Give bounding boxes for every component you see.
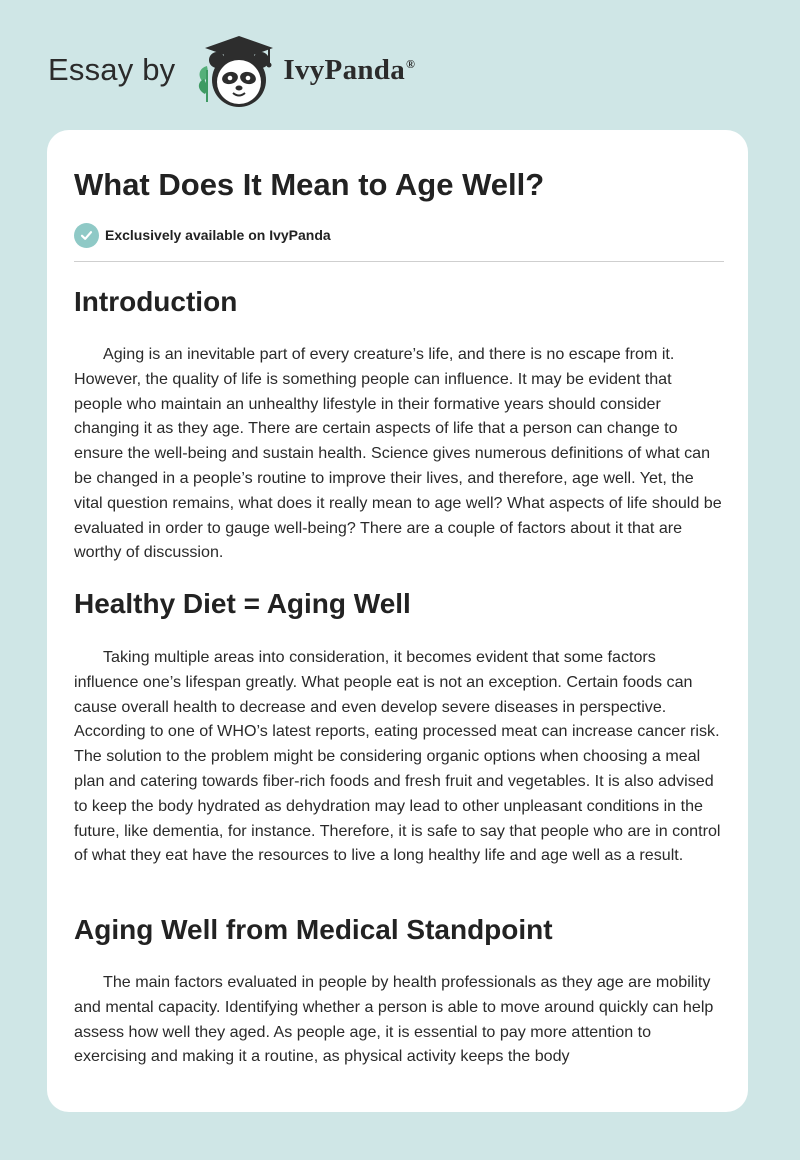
brand-name: [283, 54, 415, 87]
essay-card: [47, 130, 748, 1112]
exclusive-badge-label: Exclusively available on IvyPanda: [105, 227, 331, 243]
page-title: What Does It Mean to Age Well?: [74, 167, 545, 202]
panda-graduate-icon: [193, 30, 279, 110]
section-heading-introduction: Introduction: [74, 286, 238, 317]
section-heading-medical-standpoint: Aging Well from Medical Standpoint: [74, 914, 553, 945]
exclusive-badge: [74, 222, 331, 248]
title-divider: [74, 261, 724, 262]
section-paragraph-medical-standpoint: The main factors evaluated in people by health professionals as they age are mobility and mental capacity. Identifying whether a person is able to move around quickly can help assess how well they aged. As people age, it is essential to pay more attention to exercising and making it a routine, as physical activity keeps the body: [74, 973, 714, 1066]
brand-name-text: IvyPanda: [283, 53, 406, 86]
section-paragraph-healthy-diet: Taking multiple areas into consideration, it becomes evident that some factors influence one’s lifespan greatly. What people eat is not an exception. Certain foods can cause overall health to decrease and even develop severe diseases in perspective. According to one of WHO’s latest reports, eating processed meat can increase cancer risk. The solution to the problem might be considering organic options when choosing a meal plan and catering towards fiber-rich foods and fresh fruit and vegetables. It is also advised to keep the body hydrated as dehydration may lead to other unpleasant conditions in the future, like dementia, for instance. Therefore, it is safe to say that people who are in control of what they eat have the resources to live a long healthy life and age well as a result.: [74, 648, 721, 865]
check-circle-icon: [74, 223, 99, 248]
section-paragraph-introduction: Aging is an inevitable part of every creature’s life, and there is no escape from it. However, the quality of life is something people can influence. It may be evident that people who maintain an unhealthy lifestyle in their formative years should consider changing it as they age. There are certain aspects of life that a person can change to ensure the well-being and sustain health. Science gives numerous definitions of what can be changed in a people’s routine to improve their lives, and therefore, age well. Yet, the vital question remains, what does it really mean to age well? What aspects of life should be evaluated in order to gauge well-being? There are a couple of factors about it that are worthy of discussion.: [74, 345, 722, 562]
section-heading-healthy-diet: Healthy Diet = Aging Well: [74, 588, 411, 619]
site-brand[interactable]: [48, 30, 415, 110]
registered-mark: ®: [406, 56, 416, 71]
brand-prefix: Essay by: [48, 52, 176, 87]
